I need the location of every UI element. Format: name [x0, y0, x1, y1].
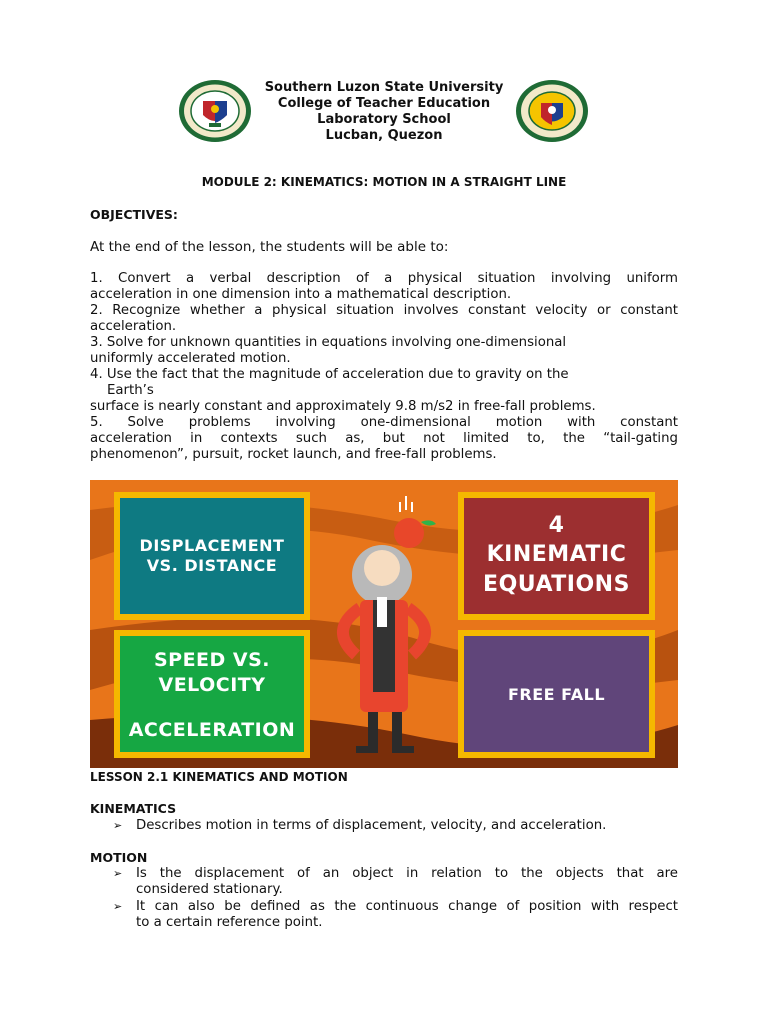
objectives-heading: OBJECTIVES: [90, 207, 178, 222]
arrow-bullet-icon: ➢ [113, 819, 123, 832]
school-header [250, 80, 518, 144]
panel-label: EQUATIONS [483, 572, 630, 597]
university-name: Southern Luzon State University [264, 80, 504, 95]
objective-line: Earth’s [107, 383, 154, 398]
list-item [113, 899, 678, 931]
objective-line: uniformly accelerated motion. [90, 351, 291, 366]
panel-label: VELOCITY [158, 674, 266, 696]
kinematics-heading: KINEMATICS [90, 801, 177, 816]
bullet-text: to a certain reference point. [136, 915, 323, 930]
arrow-bullet-icon: ➢ [113, 900, 123, 913]
objective-line: acceleration. [90, 319, 177, 334]
laboratory-school-seal-icon [515, 79, 589, 143]
acceleration-label: ACCELERATION [128, 719, 296, 741]
objective-item [90, 303, 678, 335]
speed-velocity-panel [114, 630, 310, 758]
objective-line: 2. Recognize whether a physical situation involves constant velocity or constant [90, 303, 678, 318]
objective-line: 4. Use the fact that the magnitude of acceleration due to gravity on the [90, 367, 569, 382]
objective-item [90, 367, 678, 415]
motion-heading: MOTION [90, 850, 148, 865]
objective-line: phenomenon”, pursuit, rocket launch, and free-fall problems. [90, 447, 497, 462]
kinematic-equations-panel [458, 492, 655, 620]
university-seal-icon [178, 79, 252, 143]
panel-label: FREE FALL [507, 684, 606, 704]
list-item [113, 818, 678, 834]
objective-line: surface is nearly constant and approximately 9.8 m/s2 in free-fall problems. [90, 399, 596, 414]
panel-label: VS. DISTANCE [146, 556, 278, 575]
module-title: MODULE 2: KINEMATICS: MOTION IN A STRAIGHT LINE [201, 175, 567, 189]
panel-number: 4 [548, 513, 565, 538]
objectives-intro: At the end of the lesson, the students will be able to: [90, 239, 449, 255]
panel-label: KINEMATIC [486, 542, 627, 567]
objective-line: 5. Solve problems involving one-dimensional motion with constant [90, 415, 678, 430]
arrow-bullet-icon: ➢ [113, 867, 123, 880]
panel-label: DISPLACEMENT [139, 536, 285, 555]
kinematics-banner [90, 480, 678, 768]
objective-line: 1. Convert a verbal description of a physical situation involving uniform [90, 271, 678, 286]
free-fall-panel [458, 630, 655, 758]
bullet-text: Is the displacement of an object in relation to the objects that are [136, 866, 678, 881]
bullet-text: Describes motion in terms of displacement, velocity, and acceleration. [136, 818, 607, 833]
lesson-title: LESSON 2.1 KINEMATICS AND MOTION [90, 770, 348, 784]
school-location: Lucban, Quezon [325, 128, 443, 143]
list-item [113, 866, 678, 898]
bullet-text: It can also be defined as the continuous change of position with respect [136, 899, 678, 914]
objective-item [90, 271, 678, 303]
college-name: College of Teacher Education [277, 96, 491, 111]
displacement-panel [114, 492, 310, 620]
objective-line: acceleration in contexts such as, but not limited to, the “tail-gating [90, 431, 678, 446]
objective-item [90, 415, 678, 463]
school-name: Laboratory School [317, 112, 451, 127]
objective-item [90, 335, 678, 367]
objective-line: 3. Solve for unknown quantities in equations involving one-dimensional [90, 335, 567, 350]
objective-line: acceleration in one dimension into a mathematical description. [90, 287, 512, 302]
panel-label: SPEED VS. [153, 649, 271, 671]
bullet-text: considered stationary. [136, 882, 283, 897]
